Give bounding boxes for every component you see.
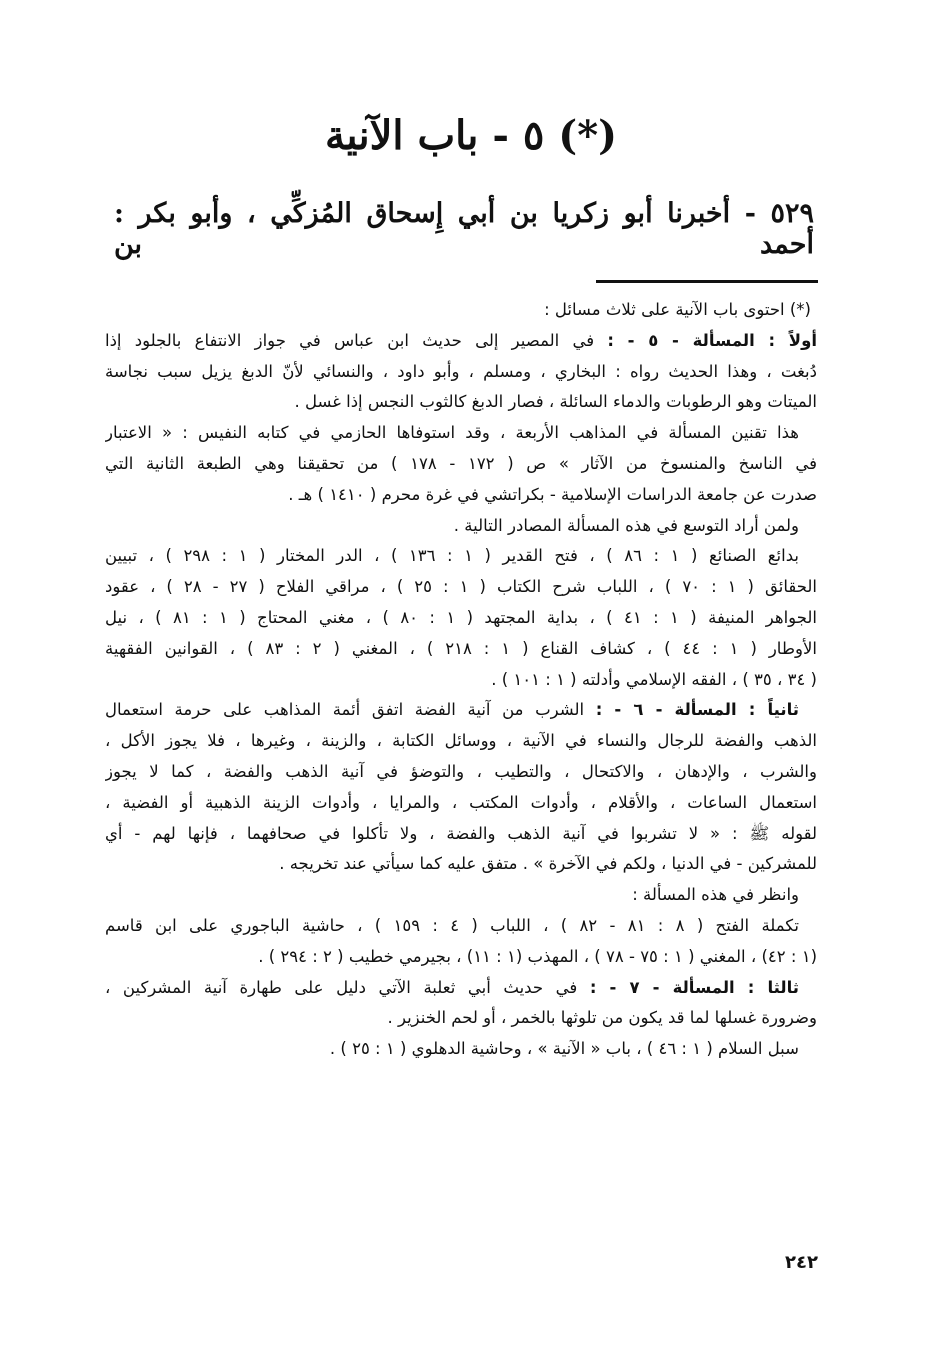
footnote-line: دُبغت ، وهذا الحديث رواه : البخاري ، ومسلم ، وأبو داود ، والنسائي لأنّ الدبغ يزيل سبب نجاسة — [105, 361, 817, 381]
question-label: ثانياً : المسألة - ٦ - : — [595, 700, 800, 720]
footnote-line: الحقائق ( ١ : ٧٠ ) ، اللباب شرح الكتاب ( ١ : ٢٥ ) ، مراقي الفلاح ( ٢٧ - ٢٨ ) ، عقود — [105, 577, 817, 597]
footnote-line: صدرت عن جامعة الدراسات الإسلامية - بكراتشي في غرة محرم ( ١٤١٠ ) هـ . — [288, 484, 817, 504]
footnote-line: الجواهر المنيفة ( ١ : ٤١ ) ، بداية المجتهد ( ١ : ٨٠ ) ، مغني المحتاج ( ١ : ٨١ ) ، نيل — [105, 607, 817, 627]
footnote-line: وضرورة غسلها لما قد يكون من تلوثها بالخمر ، أو لحم الخنزير . — [387, 1008, 817, 1028]
footnote-line: الذهب والفضة للرجال والنساء في الآنية ، ووسائل الكتابة ، والزينة ، وغيرها ، فلا يجوز الأكل ، — [105, 731, 817, 751]
footnote-line: لقوله ﷺ : « لا تشربوا في آنية الذهب والفضة ، ولا تأكلوا في صحافهما ، فإنها لهم - أي — [105, 823, 817, 843]
page-number: ٢٤٢ — [785, 1252, 818, 1273]
footnotes — [105, 295, 817, 1065]
question-label: ثالثا : المسألة - ٧ - : — [589, 977, 799, 997]
footnote-line: أولاً : المسألة - ٥ - : في المصير إلى حديث ابن عباس في جواز الانتفاع بالجلود إذا — [105, 330, 817, 350]
footnote-line: وانظر في هذه المسألة : — [632, 885, 799, 905]
chapter-title: ٥ - باب الآنية (*) — [324, 112, 618, 159]
footnote-line: هذا تقنين المسألة في المذاهب الأربعة ، وقد استوفاها الحازمي في كتابه النفيس : « الاعتبار — [105, 423, 799, 443]
footnote-separator — [596, 280, 818, 283]
footnote-line: الميتات وهو الرطوبات والدماء السائلة ، فصار الدبغ كالثوب النجس إذا غسل . — [294, 392, 817, 412]
question-label: أولاً : المسألة - ٥ - : — [607, 330, 817, 350]
footnote-line: بدائع الصنائع ( ١ : ٨٦ ) ، فتح القدير ( ١ : ١٣٦ ) ، الدر المختار ( ١ : ٢٩٨ ) ، تبيين — [105, 546, 799, 566]
footnote-line: ( ٣٤ ، ٣٥ ) ، الفقه الإسلامي وأدلته ( ١ : ١٠١ ) . — [491, 669, 817, 689]
hadith-opening-line: ٥٢٩ - أخبرنا أبو زكريا بن أبي إِسحاق المُزكِّي ، وأبو بكر : أحمد بن — [114, 198, 814, 260]
footnote-line: (١ : ٤٢) ، المغني ( ١ : ٧٥ - ٧٨ ) ، المهذب (١ : ١١) ، بجيرمي خطيب ( ٢ : ٢٩٤ ) . — [258, 946, 817, 966]
footnote-line: والشرب ، والإدهان ، والاكتحال ، والتطيب ، والتوضؤ في آنية الذهب والفضة ، كما لا يجوز — [105, 761, 817, 781]
footnote-line: للمشركين - في الدنيا ، ولكم في الآخرة » . متفق عليه كما سيأتي عند تخريجه . — [279, 854, 817, 874]
footnote-line: استعمال الساعات ، والأقلام ، وأدوات المكتب ، والمرايا ، وأدوات الزينة الذهبية أو الفضية ، — [105, 792, 817, 812]
footnote-line: (*) احتوى باب الآنية على ثلاث مسائل : — [544, 300, 811, 319]
footnote-line: ثالثا : المسألة - ٧ - : في حديث أبي ثعلبة الآتي دليل على طهارة آنية المشركين ، — [105, 977, 799, 997]
footnote-line: في الناسخ والمنسوخ من الآثار » ص ( ١٧٢ - ١٧٨ ) من تحقيقنا وهي الطبعة الثانية التي — [105, 453, 817, 473]
footnote-line: ولمن أراد التوسع في هذه المسألة المصادر التالية . — [453, 515, 799, 535]
footnote-line: ثانياً : المسألة - ٦ - : الشرب من آنية الفضة اتفق أئمة المذاهب على حرمة استعمال — [105, 700, 800, 720]
footnote-line: الأوطار ( ١ : ٤٤ ) ، كشاف القناع ( ١ : ٢١٨ ) ، المغني ( ٢ : ٨٣ ) ، القوانين الفقهية — [105, 638, 817, 658]
footnote-line: تكملة الفتح ( ٨ : ٨١ - ٨٢ ) ، اللباب ( ٤ : ١٥٩ ) ، حاشية الباجوري على ابن قاسم — [105, 915, 799, 935]
footnote-line: سبل السلام ( ١ : ٤٦ ) ، باب « الآنية » ، وحاشية الدهلوي ( ١ : ٢٥ ) . — [329, 1039, 799, 1059]
